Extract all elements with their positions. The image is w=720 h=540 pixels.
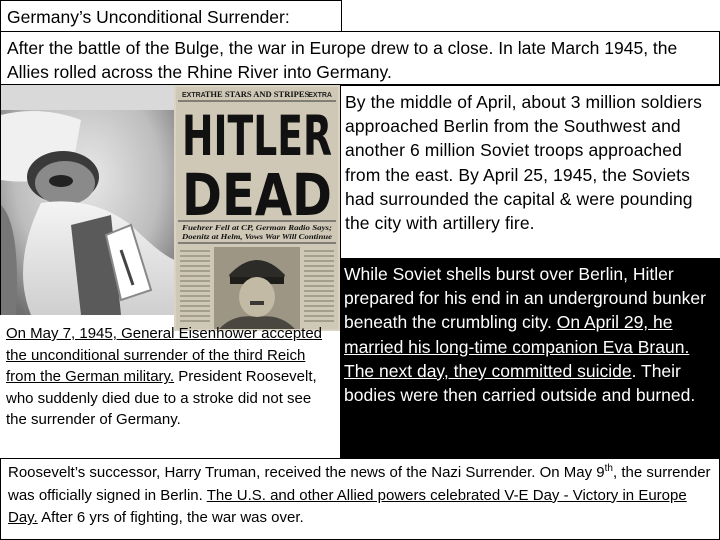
truman-text-sup: th xyxy=(604,463,613,474)
slide-title-text: Germany’s Unconditional Surrender: xyxy=(7,7,290,27)
truman-text-part1: Roosevelt’s successor, Harry Truman, received the news of the Nazi Surrender. On May 9 xyxy=(8,464,605,481)
bunker-text-box xyxy=(340,259,720,458)
newspaper-masthead: THE STARS AND STRIPES xyxy=(204,89,310,99)
truman-text-part3: After 6 yrs of fighting, the war was over. xyxy=(37,509,304,527)
hitler-body-photo xyxy=(0,85,174,315)
bunker-text-part1: While Soviet shells burst over Berlin, Hitler prepared for his end in an underground bunker beneath the crumbling city. xyxy=(344,264,706,333)
berlin-approach-text-box xyxy=(340,85,720,259)
berlin-approach-text: By the middle of April, about 3 million soldiers approached Berlin from the Southwest and another 6 million Soviet troops approached from the east. By April 25, 1945, the Soviets had surrounded the capital & were pounding the city with artillery fire. xyxy=(345,92,702,234)
newspaper-extra-right: EXTRA xyxy=(308,92,332,99)
newspaper-subhead-1: Fuehrer Fell at CP, German Radio Says; xyxy=(182,224,332,232)
truman-text-box xyxy=(0,458,720,540)
slide-title xyxy=(0,0,342,32)
newspaper-subhead-2: Doenitz at Helm, Vows War Will Continue xyxy=(180,233,332,241)
eisenhower-text-underlined: On May 7, 1945, General Eisenhower accepted the unconditional surrender of the third Reich from the German military. xyxy=(6,325,323,386)
newspaper-headline-hitler: HITLER xyxy=(182,104,332,168)
hitler-dead-newspaper-photo xyxy=(174,85,340,331)
newspaper-image xyxy=(174,85,340,331)
intro-text: After the battle of the Bulge, the war in Europe drew to a close. In late March 1945, the Allies rolled across the Rhine River into Germany. xyxy=(7,38,678,82)
truman-text-underlined: The U.S. and other Allied powers celebrated V-E Day - Victory in Europe Day. xyxy=(8,486,687,527)
bunker-text-part2: . Their bodies were then carried outside and burned. xyxy=(344,360,696,406)
intro-text-box xyxy=(0,31,720,85)
bunker-text-underlined: On April 29, he married his long-time companion Eva Braun. The next day, they committed suicide xyxy=(344,312,690,381)
eisenhower-text-rest: President Roosevelt, who suddenly died due to a stroke did not see the surrender of Germany. xyxy=(6,368,317,429)
eisenhower-text-box xyxy=(0,316,340,458)
newspaper-headline-dead: DEAD xyxy=(182,161,332,229)
newspaper-extra-left: EXTRA xyxy=(182,92,206,99)
truman-text-part2: , the surrender was officially signed in Berlin. xyxy=(8,464,711,504)
hitler-body-photo-image xyxy=(1,85,174,315)
